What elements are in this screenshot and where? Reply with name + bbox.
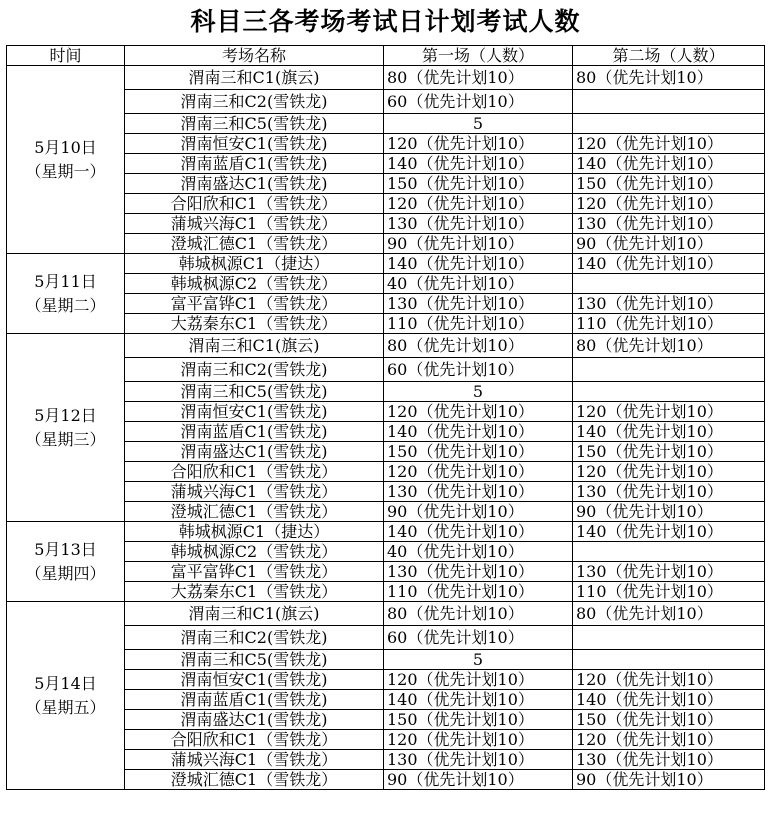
session2-cell: 110（优先计划10） [573, 582, 765, 602]
session1-cell: 40（优先计划10） [384, 542, 573, 562]
session1-cell: 140（优先计划10） [384, 154, 573, 174]
venue-cell: 韩城枫源C2（雪铁龙） [125, 542, 384, 562]
page-title: 科目三各考场考试日计划考试人数 [190, 7, 581, 36]
session1-cell: 120（优先计划10） [384, 730, 573, 750]
session1-cell: 5 [384, 382, 573, 402]
venue-cell: 渭南盛达C1(雪铁龙) [125, 442, 384, 462]
session1-cell: 60（优先计划10） [384, 90, 573, 114]
weekday-label: （星期二） [25, 295, 106, 315]
venue-cell: 蒲城兴海C1（雪铁龙） [125, 214, 384, 234]
venue-cell: 渭南恒安C1(雪铁龙) [125, 134, 384, 154]
session1-cell: 130（优先计划10） [384, 562, 573, 582]
session1-cell: 120（优先计划10） [384, 134, 573, 154]
date-label: 5月14日 [34, 673, 97, 693]
venue-cell: 韩城枫源C1（捷达） [125, 254, 384, 274]
table-row [7, 254, 765, 274]
session1-cell: 150（优先计划10） [384, 174, 573, 194]
session1-cell: 5 [384, 114, 573, 134]
table-row [7, 334, 765, 358]
session1-cell: 120（优先计划10） [384, 402, 573, 422]
venue-cell: 渭南三和C1(旗云) [125, 66, 384, 90]
session2-cell: 90（优先计划10） [573, 502, 765, 522]
session2-cell: 120（优先计划10） [573, 462, 765, 482]
session2-cell: 80（优先计划10） [573, 334, 765, 358]
session2-cell: 150（优先计划10） [573, 710, 765, 730]
session1-cell: 120（优先计划10） [384, 194, 573, 214]
session1-cell: 60（优先计划10） [384, 358, 573, 382]
schedule-table [6, 45, 765, 790]
venue-cell: 渭南三和C5(雪铁龙) [125, 650, 384, 670]
session2-cell: 150（优先计划10） [573, 442, 765, 462]
venue-cell: 大荔秦东C1（雪铁龙） [125, 582, 384, 602]
venue-cell: 合阳欣和C1（雪铁龙） [125, 194, 384, 214]
venue-cell: 渭南盛达C1(雪铁龙) [125, 174, 384, 194]
venue-cell: 渭南蓝盾C1(雪铁龙) [125, 154, 384, 174]
session2-cell: 140（优先计划10） [573, 154, 765, 174]
session1-cell: 5 [384, 650, 573, 670]
session2-cell: 80（优先计划10） [573, 602, 765, 626]
session2-cell: 140（优先计划10） [573, 522, 765, 542]
table-row [7, 602, 765, 626]
session1-cell: 150（优先计划10） [384, 442, 573, 462]
session1-cell: 120（优先计划10） [384, 462, 573, 482]
table-row [7, 66, 765, 90]
session1-cell: 80（优先计划10） [384, 66, 573, 90]
session2-cell: 140（优先计划10） [573, 254, 765, 274]
session2-cell: 130（优先计划10） [573, 562, 765, 582]
venue-cell: 澄城汇德C1（雪铁龙） [125, 502, 384, 522]
session2-cell [573, 114, 765, 134]
session1-cell: 140（优先计划10） [384, 422, 573, 442]
session2-cell: 120（优先计划10） [573, 134, 765, 154]
venue-cell: 蒲城兴海C1（雪铁龙） [125, 482, 384, 502]
table-header [7, 46, 765, 66]
session1-cell: 130（优先计划10） [384, 750, 573, 770]
date-cell [7, 254, 125, 334]
header-session1: 第一场（人数） [384, 46, 573, 66]
venue-cell: 渭南三和C1(旗云) [125, 602, 384, 626]
weekday-label: （星期五） [25, 697, 106, 717]
header-date: 时间 [7, 46, 125, 66]
session2-cell [573, 274, 765, 294]
date-label: 5月12日 [34, 405, 97, 425]
session2-cell: 130（优先计划10） [573, 482, 765, 502]
venue-cell: 富平富铧C1（雪铁龙） [125, 294, 384, 314]
venue-cell: 渭南三和C1(旗云) [125, 334, 384, 358]
date-cell [7, 522, 125, 602]
session2-cell: 140（优先计划10） [573, 690, 765, 710]
venue-cell: 渭南三和C2(雪铁龙) [125, 358, 384, 382]
date-cell [7, 334, 125, 522]
venue-cell: 渭南蓝盾C1(雪铁龙) [125, 422, 384, 442]
session2-cell [573, 358, 765, 382]
session1-cell: 150（优先计划10） [384, 710, 573, 730]
weekday-label: （星期一） [25, 161, 106, 181]
header-row [7, 46, 765, 66]
venue-cell: 富平富铧C1（雪铁龙） [125, 562, 384, 582]
venue-cell: 蒲城兴海C1（雪铁龙） [125, 750, 384, 770]
session1-cell: 60（优先计划10） [384, 626, 573, 650]
venue-cell: 渭南三和C5(雪铁龙) [125, 114, 384, 134]
weekday-label: （星期四） [25, 563, 106, 583]
session2-cell [573, 382, 765, 402]
session1-cell: 140（优先计划10） [384, 690, 573, 710]
date-label: 5月11日 [34, 271, 97, 291]
date-cell [7, 66, 125, 254]
session2-cell: 120（优先计划10） [573, 402, 765, 422]
header-session2: 第二场（人数） [573, 46, 765, 66]
date-label: 5月13日 [34, 539, 97, 559]
session1-cell: 140（优先计划10） [384, 254, 573, 274]
session2-cell [573, 90, 765, 114]
session1-cell: 80（优先计划10） [384, 334, 573, 358]
session2-cell: 130（优先计划10） [573, 750, 765, 770]
session2-cell: 90（优先计划10） [573, 234, 765, 254]
session1-cell: 110（优先计划10） [384, 582, 573, 602]
venue-cell: 渭南三和C2(雪铁龙) [125, 90, 384, 114]
session2-cell: 110（优先计划10） [573, 314, 765, 334]
venue-cell: 渭南恒安C1(雪铁龙) [125, 402, 384, 422]
table-body [7, 66, 765, 790]
session2-cell [573, 626, 765, 650]
session2-cell: 120（优先计划10） [573, 670, 765, 690]
session2-cell [573, 542, 765, 562]
date-label: 5月10日 [34, 137, 97, 157]
venue-cell: 韩城枫源C1（捷达） [125, 522, 384, 542]
session2-cell: 90（优先计划10） [573, 770, 765, 790]
date-cell [7, 602, 125, 790]
table-row [7, 522, 765, 542]
venue-cell: 澄城汇德C1（雪铁龙） [125, 234, 384, 254]
session1-cell: 130（优先计划10） [384, 214, 573, 234]
session2-cell: 130（优先计划10） [573, 294, 765, 314]
venue-cell: 大荔秦东C1（雪铁龙） [125, 314, 384, 334]
session1-cell: 90（优先计划10） [384, 234, 573, 254]
session2-cell: 120（优先计划10） [573, 730, 765, 750]
session2-cell: 140（优先计划10） [573, 422, 765, 442]
session1-cell: 90（优先计划10） [384, 770, 573, 790]
venue-cell: 渭南盛达C1(雪铁龙) [125, 710, 384, 730]
venue-cell: 合阳欣和C1（雪铁龙） [125, 462, 384, 482]
session1-cell: 110（优先计划10） [384, 314, 573, 334]
venue-cell: 渭南三和C5(雪铁龙) [125, 382, 384, 402]
header-venue: 考场名称 [125, 46, 384, 66]
venue-cell: 渭南三和C2(雪铁龙) [125, 626, 384, 650]
session1-cell: 130（优先计划10） [384, 482, 573, 502]
session1-cell: 120（优先计划10） [384, 670, 573, 690]
session1-cell: 140（优先计划10） [384, 522, 573, 542]
venue-cell: 渭南恒安C1(雪铁龙) [125, 670, 384, 690]
session1-cell: 130（优先计划10） [384, 294, 573, 314]
session1-cell: 40（优先计划10） [384, 274, 573, 294]
session1-cell: 80（优先计划10） [384, 602, 573, 626]
weekday-label: （星期三） [25, 429, 106, 449]
session2-cell: 80（优先计划10） [573, 66, 765, 90]
venue-cell: 合阳欣和C1（雪铁龙） [125, 730, 384, 750]
venue-cell: 韩城枫源C2（雪铁龙） [125, 274, 384, 294]
session2-cell: 120（优先计划10） [573, 194, 765, 214]
session2-cell [573, 650, 765, 670]
session1-cell: 90（优先计划10） [384, 502, 573, 522]
session2-cell: 150（优先计划10） [573, 174, 765, 194]
session2-cell: 130（优先计划10） [573, 214, 765, 234]
venue-cell: 澄城汇德C1（雪铁龙） [125, 770, 384, 790]
venue-cell: 渭南蓝盾C1(雪铁龙) [125, 690, 384, 710]
